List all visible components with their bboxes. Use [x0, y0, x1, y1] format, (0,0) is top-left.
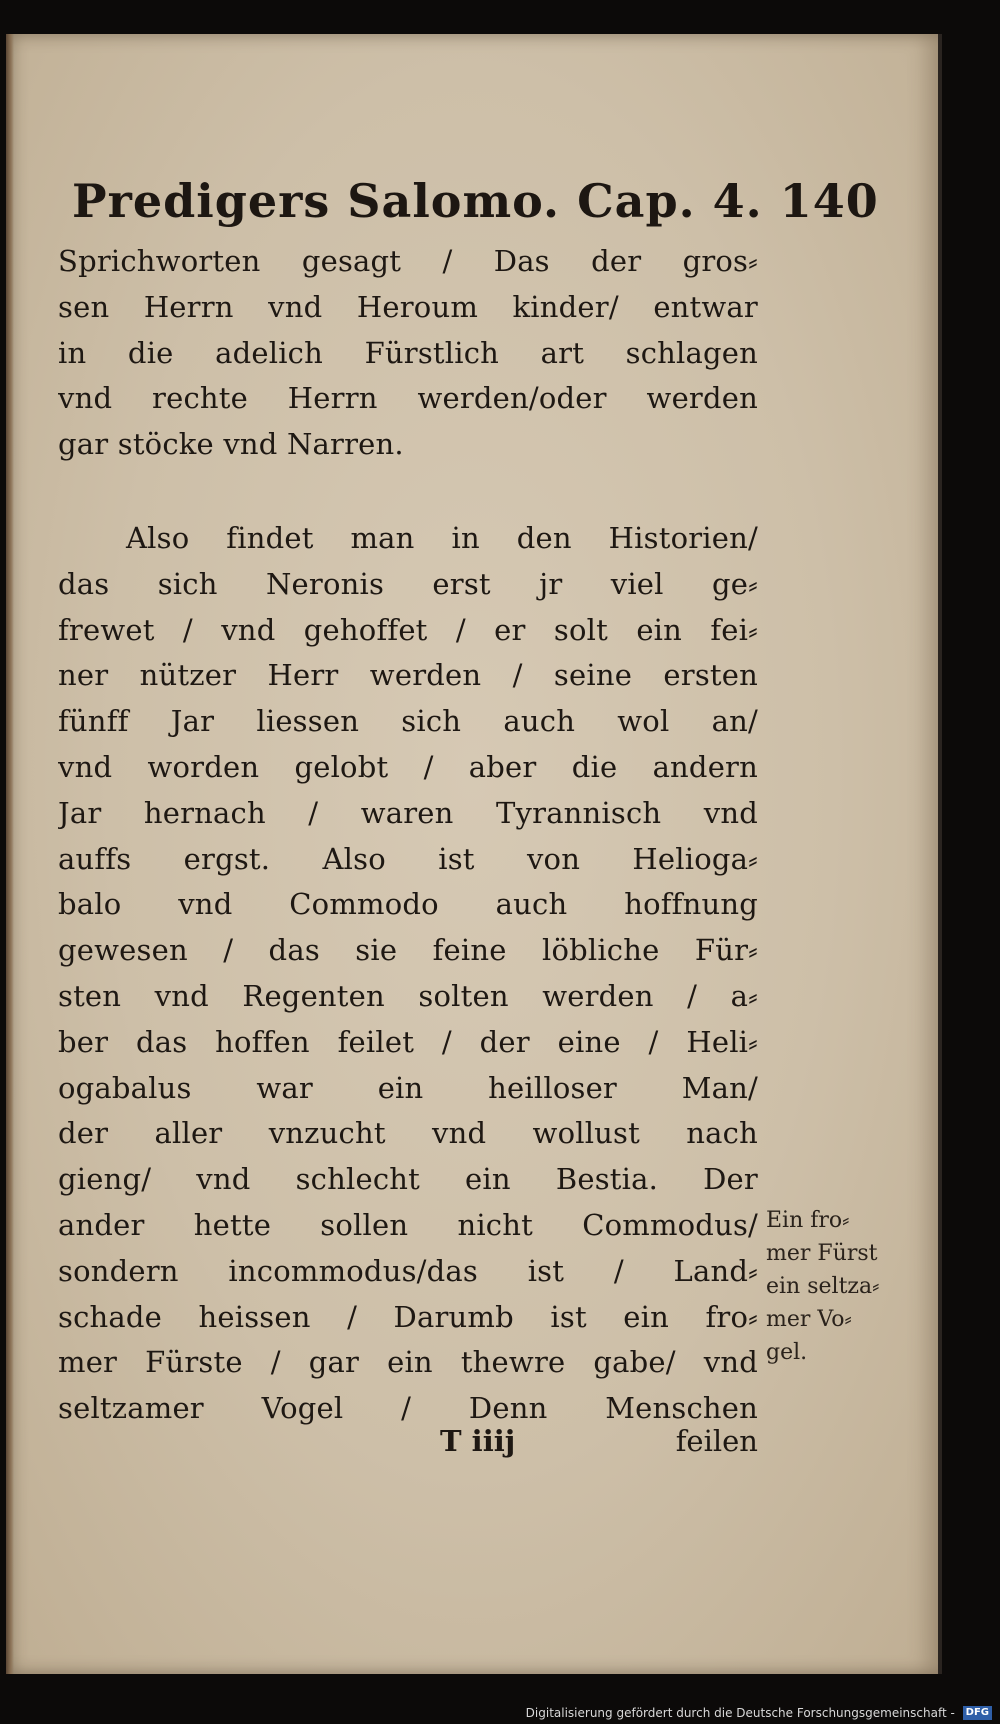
- text-line: mer Fürste / gar ein thewre gabe/ vnd: [58, 1345, 758, 1380]
- marginal-note-line: ein seltza⸗: [766, 1274, 880, 1299]
- text-line: sen Herrn vnd Heroum kinder/ entwar: [58, 289, 758, 324]
- text-line: schade heissen / Darumb ist ein fro⸗: [58, 1299, 758, 1334]
- page-spine-edge: [6, 34, 14, 1674]
- book-page: [6, 34, 942, 1674]
- text-line: frewet / vnd gehoffet / er solt ein fei⸗: [58, 612, 758, 647]
- text-line: balo vnd Commodo auch hoffnung: [58, 887, 758, 922]
- text-line: fünff Jar liessen sich auch wol an/: [58, 704, 758, 739]
- text-line: seltzamer Vogel / Denn Menschen: [58, 1391, 758, 1426]
- text-line: gieng/ vnd schlecht ein Bestia. Der: [58, 1162, 758, 1197]
- catchword: feilen: [675, 1424, 758, 1458]
- page-footer: [58, 1424, 758, 1470]
- marginal-note-line: gel.: [766, 1340, 808, 1365]
- text-line: Also findet man in den Historien/: [126, 521, 758, 555]
- text-line: ner nützer Herr werden / seine ersten: [58, 658, 758, 693]
- text-line: Jar hernach / waren Tyrannisch vnd: [58, 795, 758, 830]
- text-line: sondern incommodus/das ist / Land⸗: [58, 1253, 758, 1288]
- marginal-note-line: Ein fro⸗: [766, 1208, 850, 1233]
- running-title: Predigers Salomo. Cap. 4. 140: [72, 174, 879, 228]
- signature-mark: T iiij: [440, 1424, 516, 1458]
- marginal-note: [766, 1204, 896, 1369]
- text-line: vnd rechte Herrn werden/oder werden: [58, 381, 758, 416]
- text-line: ogabalus war ein heilloser Man/: [58, 1070, 758, 1105]
- text-line: gewesen / das sie feine löbliche Für⸗: [58, 933, 758, 968]
- text-line: sten vnd Regenten solten werden / a⸗: [58, 978, 758, 1013]
- text-line: ander hette sollen nicht Commodus/: [58, 1207, 758, 1242]
- dfg-logo: DFG: [963, 1706, 992, 1720]
- text-line: das sich Neronis erst jr viel ge⸗: [58, 566, 758, 601]
- text-line: der aller vnzucht vnd wollust nach: [58, 1116, 758, 1151]
- paragraph-1: [58, 239, 758, 468]
- paragraph-2: [58, 516, 758, 1432]
- marginal-note-line: mer Vo⸗: [766, 1307, 852, 1332]
- text-line: auffs ergst. Also ist von Helioga⸗: [58, 841, 758, 876]
- digitization-credit: [526, 1706, 992, 1721]
- text-line: gar stöcke vnd Narren.: [58, 427, 404, 462]
- credit-text: Digitalisierung gefördert durch die Deutsche Forschungsgemeinschaft -: [525, 1705, 955, 1720]
- marginal-note-line: mer Fürst: [766, 1241, 878, 1266]
- text-line: in die adelich Fürstlich art schlagen: [58, 335, 758, 370]
- text-line: Sprichworten gesagt / Das der gros⸗: [58, 244, 758, 278]
- text-line: ber das hoffen feilet / der eine / Heli⸗: [58, 1024, 758, 1059]
- text-line: vnd worden gelobt / aber die andern: [58, 749, 758, 784]
